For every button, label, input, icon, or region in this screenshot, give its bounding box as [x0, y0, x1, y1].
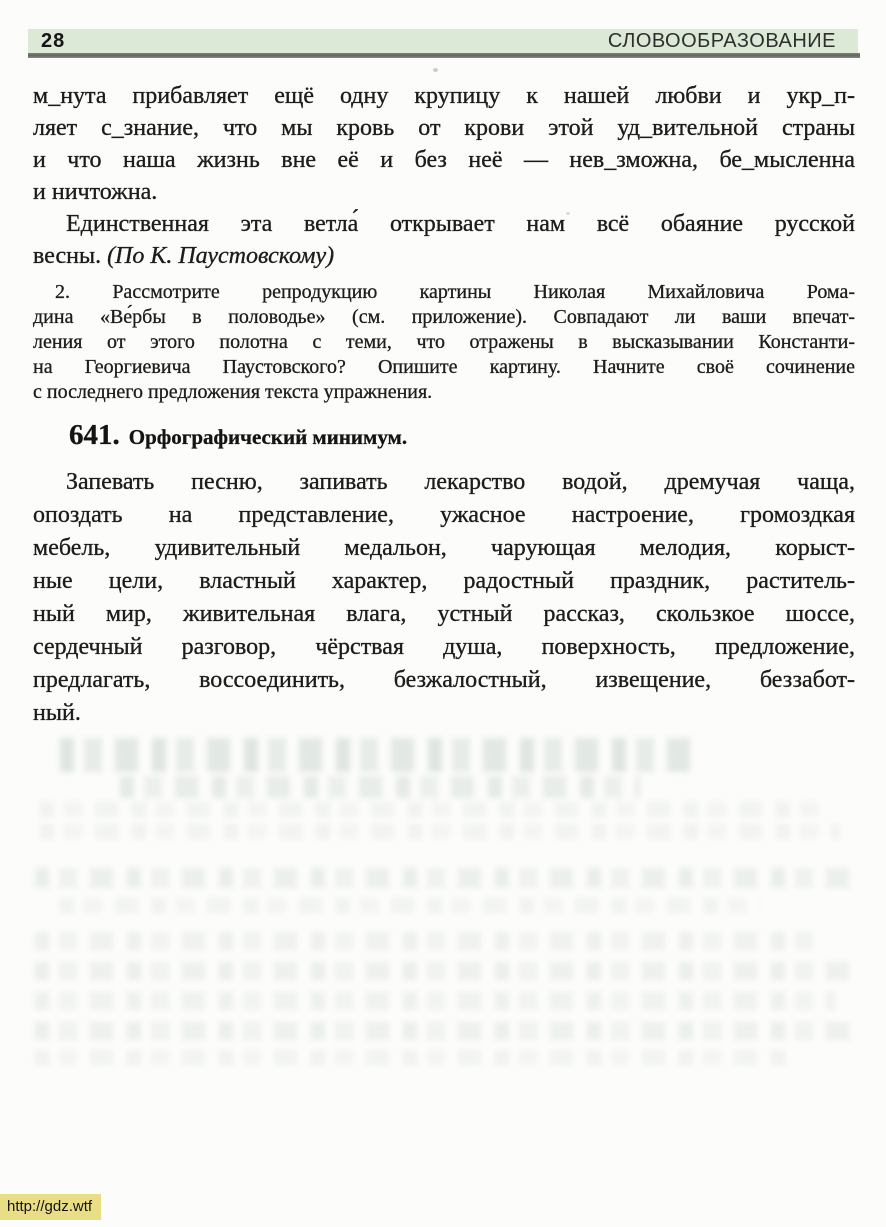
- header-rule: [28, 53, 860, 58]
- bleed-through-text: [40, 824, 840, 839]
- paragraph-continuation: [33, 80, 855, 208]
- sentence-line: Единственная эта ветла́ открывает нам всё обаяние русской: [66, 211, 855, 237]
- sentence-end: весны.: [33, 243, 108, 269]
- sentence-line: [33, 240, 855, 272]
- bleed-through-text: [35, 992, 835, 1010]
- bleed-through-text: [60, 738, 700, 772]
- sentence-line: и ничтожна.: [33, 179, 158, 205]
- text-column: [33, 80, 855, 730]
- sentence-line: м_нута прибавляет ещё одну крупицу к нашей любви и укр_п-: [33, 83, 855, 109]
- scan-speck: [433, 68, 438, 72]
- page-header-band: [28, 29, 858, 53]
- sentence-line: Запевать песню, запивать лекарство водой, дремучая чаща,: [66, 469, 855, 495]
- sentence-line: ный.: [33, 700, 81, 726]
- exercise-number: 641.: [69, 419, 120, 451]
- task-2-instructions: [33, 280, 855, 405]
- sentence-line: на Георгиевича Паустовского? Опишите картину. Начните своё сочинение: [33, 356, 855, 378]
- bleed-through-text: [35, 1022, 855, 1040]
- exercise-title: Орфографический минимум.: [128, 425, 408, 449]
- paragraph-vetla: [33, 208, 855, 272]
- author-attribution: (По К. Паустовскому): [107, 243, 335, 269]
- sentence-line: ные цели, властный характер, радостный праздник, раститель-: [33, 568, 855, 594]
- sentence-line: 2. Рассмотрите репродукцию картины Николая Михайловича Рома-: [55, 281, 855, 303]
- bleed-through-text: [35, 1050, 795, 1065]
- bleed-through-text: [120, 776, 640, 798]
- orthographic-minimum-text: [33, 466, 855, 730]
- sentence-line: ляет с_знание, что мы кровь от крови этой уд_вительной страны: [33, 115, 855, 141]
- sentence-line: мебель, удивительный медальон, чарующая мелодия, корыст-: [33, 535, 855, 561]
- bleed-through-text: [60, 898, 760, 913]
- gdz-watermark: http://gdz.wtf: [0, 1194, 101, 1220]
- bleed-through-text: [40, 802, 820, 817]
- exercise-heading: [33, 417, 855, 458]
- bleed-through-text: [35, 868, 850, 888]
- bleed-through-text: [35, 962, 855, 980]
- sentence-line: опоздать на представление, ужасное настроение, громоздкая: [33, 502, 855, 528]
- sentence-line: сердечный разговор, чёрствая душа, поверхность, предложение,: [33, 634, 855, 660]
- sentence-line: предлагать, воссоединить, безжалостный, извещение, беззабот-: [33, 667, 855, 693]
- sentence-line: ления от этого полотна с теми, что отражены в высказывании Константи-: [33, 331, 855, 353]
- sentence-line: и что наша жизнь вне её и без неё — нев_зможна, бе_мысленна: [33, 147, 855, 173]
- sentence-line: с последнего предложения текста упражнения.: [33, 381, 433, 403]
- sentence-line: дина «Ве́рбы в половодье» (см. приложение). Совпадают ли ваши впечат-: [33, 306, 855, 328]
- sentence-line: ный мир, живительная влага, устный рассказ, скользкое шоссе,: [33, 601, 855, 627]
- page-number: 28: [41, 29, 66, 52]
- section-title: СЛОВООБРАЗОВАНИЕ: [607, 29, 836, 52]
- bleed-through-text: [35, 932, 825, 950]
